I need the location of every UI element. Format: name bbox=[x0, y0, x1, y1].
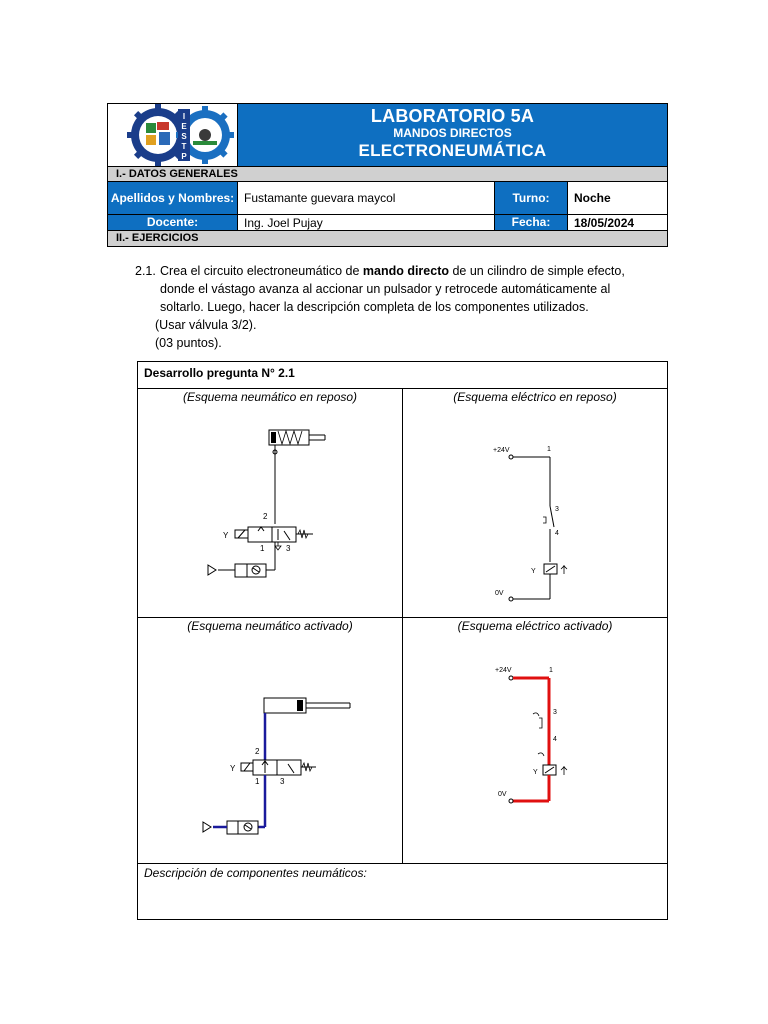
exercise-line: donde el vástago avanza al accionar un pulsador y retrocede automáticamente al bbox=[160, 282, 611, 296]
description-label: Descripción de componentes neumáticos: bbox=[144, 866, 367, 880]
lab-topic: ELECTRONEUMÁTICA bbox=[358, 141, 547, 160]
section-general: I.- DATOS GENERALES bbox=[108, 167, 667, 182]
development-title: Desarrollo pregunta N° 2.1 bbox=[138, 362, 667, 389]
teacher-row bbox=[108, 215, 667, 231]
logo-letter: I bbox=[182, 112, 186, 121]
title-block bbox=[238, 104, 667, 166]
teacher-label: Docente: bbox=[108, 215, 238, 230]
port-1-label: 1 bbox=[260, 544, 265, 553]
node-4-label: 4 bbox=[555, 530, 559, 537]
exercise-number: 2.1. bbox=[135, 264, 156, 278]
development-box bbox=[137, 361, 668, 920]
gear-logo-icon bbox=[108, 104, 238, 166]
header-top bbox=[108, 104, 667, 167]
port-1-label: 1 bbox=[255, 777, 260, 786]
supply-24v-label: +24V bbox=[495, 667, 512, 674]
supply-0v-label: 0V bbox=[498, 791, 507, 798]
electric-active-cell bbox=[403, 618, 667, 864]
pneumatic-active-cell bbox=[138, 618, 403, 864]
port-3-label: 3 bbox=[280, 777, 285, 786]
logo-letter: P bbox=[181, 152, 187, 161]
institution-logo bbox=[108, 104, 238, 166]
lab-title: LABORATORIO 5A bbox=[370, 106, 535, 126]
caption-electric-active: (Esquema eléctrico activado) bbox=[457, 619, 613, 633]
coil-y-label: Y bbox=[531, 568, 536, 575]
exercise-statement bbox=[135, 262, 675, 352]
supply-0v-label: 0V bbox=[495, 590, 504, 597]
caption-electric-rest: (Esquema eléctrico en reposo) bbox=[453, 390, 617, 404]
electric-active-diagram bbox=[403, 618, 667, 864]
solenoid-y-label: Y bbox=[223, 531, 229, 540]
port-2-label: 2 bbox=[263, 512, 268, 521]
node-1-label: 1 bbox=[547, 446, 551, 453]
exercise-text-a: Crea el circuito electroneumático de bbox=[160, 264, 363, 278]
caption-pneumatic-active: (Esquema neumático activado) bbox=[187, 619, 353, 633]
exercise-points: (03 puntos). bbox=[155, 336, 222, 350]
shift-value: Noche bbox=[574, 191, 611, 205]
node-3-label: 3 bbox=[555, 506, 559, 513]
node-3-label: 3 bbox=[553, 709, 557, 716]
pneumatic-active-diagram bbox=[138, 618, 403, 864]
logo-letter: E bbox=[181, 122, 187, 131]
section-exercises: II.- EJERCICIOS bbox=[108, 231, 667, 246]
lab-subtitle: MANDOS DIRECTOS bbox=[393, 126, 512, 140]
pneumatic-rest-diagram bbox=[138, 389, 403, 618]
electric-rest-diagram bbox=[403, 389, 667, 618]
electric-rest-cell bbox=[403, 389, 667, 618]
teacher-value: Ing. Joel Pujay bbox=[238, 215, 495, 230]
header-table bbox=[107, 103, 668, 247]
names-row bbox=[108, 182, 667, 215]
exercise-text-bold: mando directo bbox=[362, 264, 449, 278]
exercise-note: (Usar válvula 3/2). bbox=[155, 318, 257, 332]
node-4-label: 4 bbox=[553, 736, 557, 743]
supply-24v-label: +24V bbox=[493, 447, 510, 454]
shift-label: Turno: bbox=[495, 182, 568, 214]
logo-letter: T bbox=[181, 142, 187, 151]
solenoid-y-label: Y bbox=[230, 764, 236, 773]
date-label: Fecha: bbox=[495, 215, 568, 230]
date-value: 18/05/2024 bbox=[574, 215, 635, 230]
names-value: Fustamante guevara maycol bbox=[238, 182, 495, 214]
schematics-grid bbox=[138, 389, 667, 864]
node-1-label: 1 bbox=[549, 667, 553, 674]
pneumatic-rest-cell bbox=[138, 389, 403, 618]
port-2-label: 2 bbox=[255, 747, 260, 756]
exercise-line: soltarlo. Luego, hacer la descripción completa de los componentes utilizados. bbox=[160, 300, 589, 314]
coil-y-label: Y bbox=[533, 769, 538, 776]
exercise-text-b: de un cilindro de simple efecto, bbox=[449, 264, 625, 278]
port-3-label: 3 bbox=[286, 544, 291, 553]
names-label: Apellidos y Nombres: bbox=[108, 182, 238, 214]
caption-pneumatic-rest: (Esquema neumático en reposo) bbox=[182, 390, 358, 404]
logo-letter: S bbox=[181, 132, 187, 141]
